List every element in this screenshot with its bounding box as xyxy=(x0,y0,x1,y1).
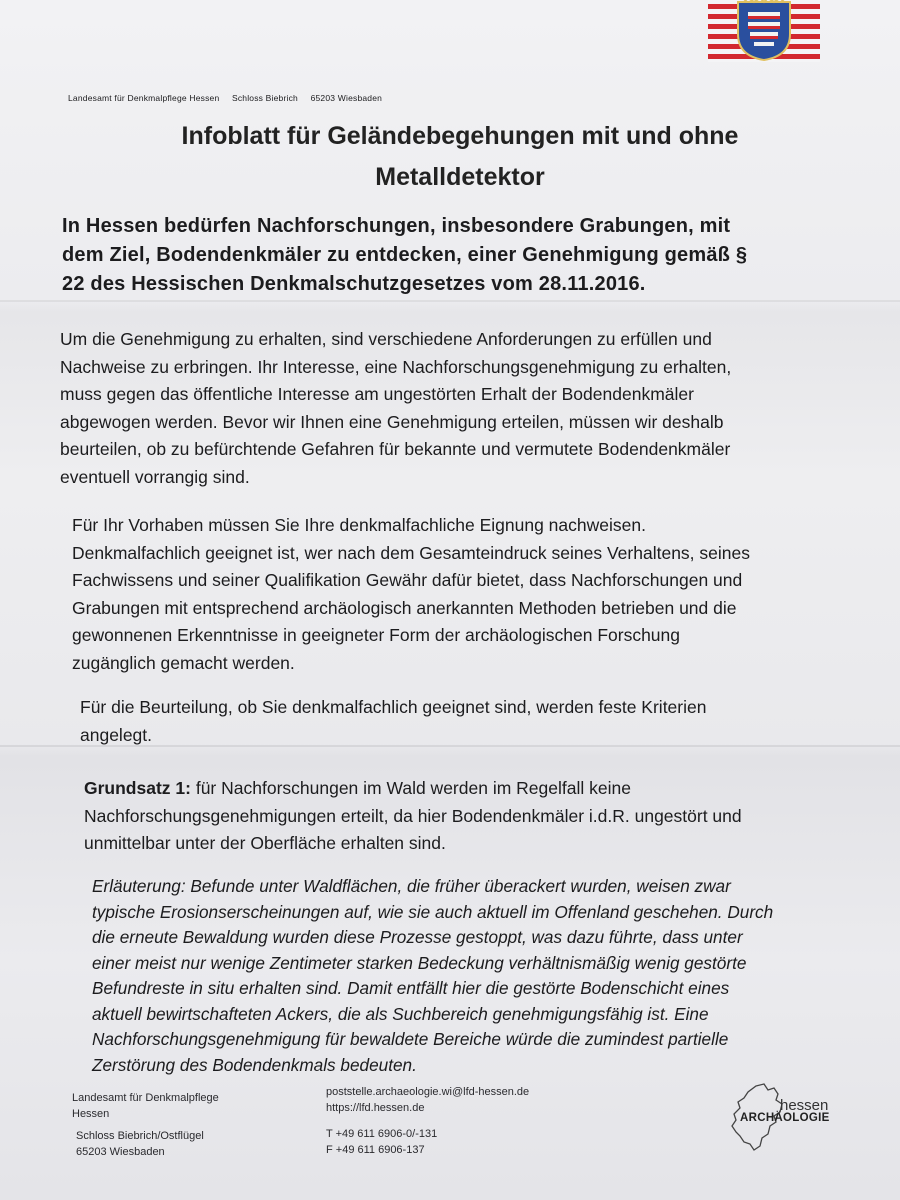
footer-org xyxy=(72,1091,219,1122)
footer-fax: F +49 611 6906-137 xyxy=(326,1143,425,1156)
text-line: In Hessen bedürfen Nachforschungen, insbesondere Grabungen, mit xyxy=(62,215,731,237)
text-line: Nachforschungsgenehmigung für bewaldete Bereiche würde die zumindest partielle xyxy=(92,1029,729,1049)
text-line: Für die Beurteilung, ob Sie denkmalfachlich geeignet sind, werden feste Kriterien xyxy=(80,697,707,717)
grundsatz-paragraph xyxy=(84,775,844,858)
footer-text: Hessen xyxy=(72,1107,110,1120)
footer-website: https://lfd.hessen.de xyxy=(326,1101,425,1114)
footer-address xyxy=(76,1129,204,1160)
footer-email: poststelle.archaeologie.wi@lfd-hessen.de xyxy=(326,1086,530,1098)
footer-contact-phone xyxy=(326,1127,437,1158)
text-line: unmittelbar unter der Oberfläche erhalten sind. xyxy=(84,833,446,853)
text-line: angelegt. xyxy=(80,724,153,745)
sender-line xyxy=(68,93,392,103)
text-line: Um die Genehmigung zu erhalten, sind verschiedene Anforderungen zu erfüllen und xyxy=(60,329,712,349)
text-line: eventuell vorrangig sind. xyxy=(60,466,250,487)
text-line: Befundreste in situ erhalten sind. Damit entfällt hier die gestörte Bodenschicht eines xyxy=(92,978,730,998)
paragraph-eignung xyxy=(72,512,862,677)
text-line: Nachweise zu erbringen. Ihr Interesse, eine Nachforschungsgenehmigung zu erhalten, xyxy=(60,356,732,377)
text-line: Fachwissens und seiner Qualifikation Gewähr dafür bietet, dass Nachforschungen und xyxy=(72,570,743,590)
title-line: Metalldetektor xyxy=(375,163,545,191)
paragraph-kriterien xyxy=(80,694,800,749)
hessen-coat-of-arms-icon xyxy=(708,0,820,62)
text-line: einer meist nur wenige Zentimeter starken Bedeckung verhältnismäßig wenig gestörte xyxy=(92,952,747,973)
logo-word-hessen: hessen xyxy=(780,1097,829,1114)
title-line: Infoblatt für Geländebegehungen mit und ohne xyxy=(181,122,739,150)
footer-text: Landesamt für Denkmalpflege xyxy=(72,1092,219,1104)
grundsatz-text: für Nachforschungen im Wald werden im Regelfall keine xyxy=(190,778,631,798)
footer-text: Schloss Biebrich/Ostflügel xyxy=(76,1130,204,1142)
text-line: Grabungen mit entsprechend archäologisch anerkannten Methoden betrieben und die xyxy=(72,597,737,618)
paragraph-requirements xyxy=(60,326,850,491)
sender-city: 65203 Wiesbaden xyxy=(310,93,383,103)
text-line: abgewogen werden. Bevor wir Ihnen eine Genehmigung erteilen, müssen wir deshalb xyxy=(60,411,724,432)
sender-org: Landesamt für Denkmalpflege Hessen xyxy=(68,93,220,103)
text-line: beurteilen, ob zu befürchtende Gefahren für bekannte und vermutete Bodendenkmäler xyxy=(60,439,731,459)
footer-text: 65203 Wiesbaden xyxy=(76,1145,165,1158)
text-line: muss gegen das öffentliche Interesse am ungestörten Erhalt der Bodendenkmäler xyxy=(60,384,694,404)
text-line: zugänglich gemacht werden. xyxy=(72,652,295,673)
text-line: gewonnenen Erkenntnisse in geeigneter Form der archäologischen Forschung xyxy=(72,625,681,645)
text-line: Denkmalfachlich geeignet ist, wer nach dem Gesamteindruck seines Verhaltens, seines xyxy=(72,542,750,563)
text-line: die erneute Bewaldung wurden diese Prozesse gestoppt, was dazu führte, dass unter xyxy=(92,927,743,947)
text-line xyxy=(84,775,844,803)
page-title xyxy=(60,116,860,198)
grundsatz-label: Grundsatz 1: xyxy=(84,778,191,798)
footer-contact-online xyxy=(326,1085,529,1116)
paper-fold xyxy=(0,300,900,302)
text-line: dem Ziel, Bodendenkmäler zu entdecken, einer Genehmigung gemäß § xyxy=(62,244,748,266)
text-line: Zerstörung des Bodendenkmals bedeuten. xyxy=(92,1054,417,1075)
erlaeuterung-paragraph xyxy=(92,874,872,1078)
text-line: 22 des Hessischen Denkmalschutzgesetzes vom 28.11.2016. xyxy=(62,273,646,295)
intro-paragraph xyxy=(62,212,852,299)
logo-word-archaeologie: ARCHÄOLOGIE xyxy=(740,1112,830,1124)
text-line: typische Erosionserscheinungen auf, wie sie auch aktuell im Offenland geschehen. Durch xyxy=(92,901,774,922)
text-line: aktuell bewirtschafteten Ackers, die als Suchbereich genehmigungsfähig ist. Eine xyxy=(92,1003,709,1024)
text-line: Für Ihr Vorhaben müssen Sie Ihre denkmalfachliche Eignung nachweisen. xyxy=(72,515,646,535)
sender-place: Schloss Biebrich xyxy=(231,93,298,103)
footer-phone: T +49 611 6906-0/-131 xyxy=(326,1128,438,1140)
text-line: Erläuterung: Befunde unter Waldflächen, die früher überackert wurden, weisen zwar xyxy=(92,876,731,896)
text-line: Nachforschungsgenehmigungen erteilt, da hier Bodendenkmäler i.d.R. ungestört und xyxy=(84,805,742,826)
